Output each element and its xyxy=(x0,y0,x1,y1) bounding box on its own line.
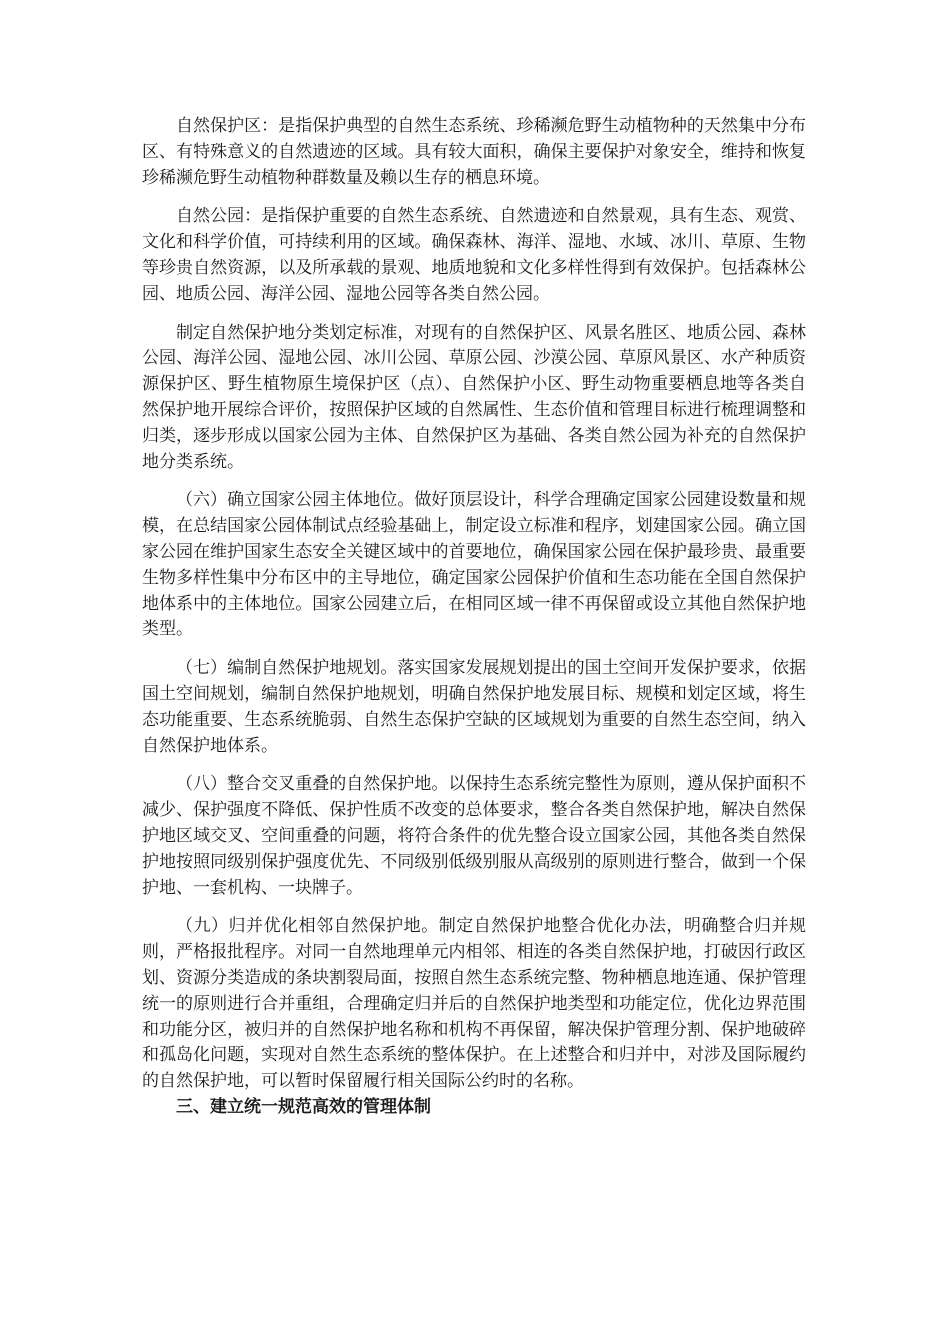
paragraph-item-6: （六）确立国家公园主体地位。做好顶层设计，科学合理确定国家公园建设数量和规模，在总结国家公园体制试点经验基础上，制定设立标准和程序，划建国家公园。确立国家公园在维护国家生态安全关键区域中的首要地位，确保国家公园在保护最珍贵、最重要生物多样性集中分布区中的主导地位，确定国家公园保护价值和生态功能在全国自然保护地体系中的主体地位。国家公园建立后，在相同区域一律不再保留或设立其他自然保护地类型。 xyxy=(142,490,806,640)
paragraph-item-7: （七）编制自然保护地规划。落实国家发展规划提出的国土空间开发保护要求，依据国土空间规划，编制自然保护地规划，明确自然保护地发展目标、规模和划定区域，将生态功能重要、生态系统脆弱、自然生态保护空缺的区域规划为重要的自然生态空间，纳入自然保护地体系。 xyxy=(142,658,806,756)
section-heading: 三、建立统一规范高效的管理体制 xyxy=(176,1096,431,1117)
paragraph-nature-reserve: 自然保护区：是指保护典型的自然生态系统、珍稀濒危野生动植物种的天然集中分布区、有特殊意义的自然遗迹的区域。具有较大面积，确保主要保护对象安全，维持和恢复珍稀濒危野生动植物种群数量及赖以生存的栖息环境。 xyxy=(142,116,806,188)
paragraph-item-8: （八）整合交叉重叠的自然保护地。以保持生态系统完整性为原则，遵从保护面积不减少、保护强度不降低、保护性质不改变的总体要求，整合各类自然保护地，解决自然保护地区域交叉、空间重叠的问题，将符合条件的优先整合设立国家公园，其他各类自然保护地按照同级别保护强度优先、不同级别低级别服从高级别的原则进行整合，做到一个保护地、一套机构、一块牌子。 xyxy=(142,774,806,898)
document-body xyxy=(142,114,806,1121)
paragraph-item-9: （九）归并优化相邻自然保护地。制定自然保护地整合优化办法，明确整合归并规则，严格报批程序。对同一自然地理单元内相邻、相连的各类自然保护地，打破因行政区划、资源分类造成的条块割裂局面，按照自然生态系统完整、物种栖息地连通、保护管理统一的原则进行合并重组，合理确定归并后的自然保护地类型和功能定位，优化边界范围和功能分区，被归并的自然保护地名称和机构不再保留，解决保护管理分割、保护地破碎和孤岛化问题，实现对自然生态系统的整体保护。在上述整合和归并中，对涉及国际履约的自然保护地，可以暂时保留履行相关国际公约时的名称。 xyxy=(142,916,806,1092)
paragraph-nature-park: 自然公园：是指保护重要的自然生态系统、自然遗迹和自然景观，具有生态、观赏、文化和科学价值，可持续利用的区域。确保森林、海洋、湿地、水域、冰川、草原、生物等珍贵自然资源，以及所承载的景观、地质地貌和文化多样性得到有效保护。包括森林公园、地质公园、海洋公园、湿地公园等各类自然公园。 xyxy=(142,206,806,304)
paragraph-classification-standard: 制定自然保护地分类划定标准，对现有的自然保护区、风景名胜区、地质公园、森林公园、海洋公园、湿地公园、冰川公园、草原公园、沙漠公园、草原风景区、水产种质资源保护区、野生植物原生境保护区（点）、自然保护小区、野生动物重要栖息地等各类自然保护地开展综合评价，按照保护区域的自然属性、生态价值和管理目标进行梳理调整和归类，逐步形成以国家公园为主体、自然保护区为基础、各类自然公园为补充的自然保护地分类系统。 xyxy=(142,322,806,472)
